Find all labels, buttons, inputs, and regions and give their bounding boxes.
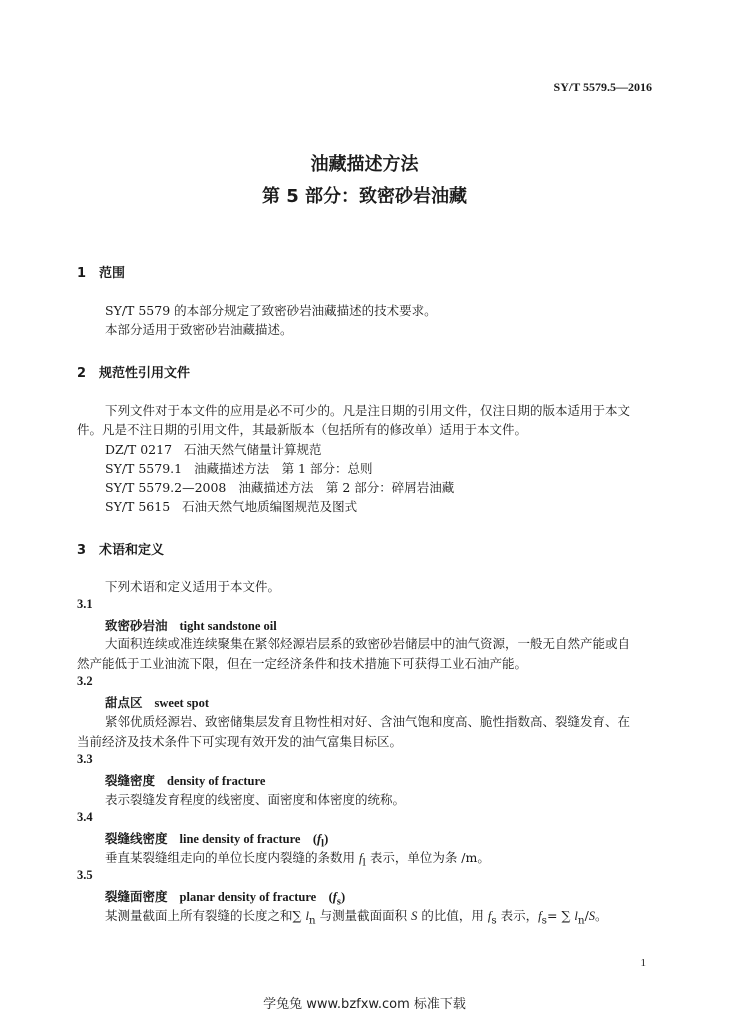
standard-number: SY/T 5579.5—2016 xyxy=(553,80,652,94)
term-heading xyxy=(105,829,328,850)
term-zh: 致密砂岩油 xyxy=(105,618,168,633)
term-symbol: $(f_s)$ xyxy=(328,890,346,908)
term-number: 3.2 xyxy=(77,674,93,688)
term-definition: 当前经济及技术条件下可实现有效开发的油气富集目标区。 xyxy=(77,734,403,749)
term-number: 3.1 xyxy=(77,597,93,611)
reference-name: 石油天然气地质编图规范及图式 xyxy=(182,499,358,514)
reference-item xyxy=(105,478,454,496)
section-title: 术语和定义 xyxy=(99,543,165,558)
term-en: tight sandstone oil xyxy=(179,619,277,633)
term-definition: 紧邻优质烃源岩、致密储集层发育且物性相对好、含油气饱和度高、脆性指数高、裂缝发育、在 xyxy=(105,714,631,729)
paragraph: 件。凡是不注日期的引用文件，其最新版本（包括所有的修改单）适用于本文件。 xyxy=(77,422,528,437)
page-number: 1 xyxy=(640,957,646,969)
term-en: density of fracture xyxy=(167,774,266,788)
term-en: sweet spot xyxy=(154,696,210,710)
section-heading-2 xyxy=(77,362,190,381)
reference-code: SY/T 5615 xyxy=(105,499,171,514)
term-zh: 甜点区 xyxy=(105,695,143,710)
term-zh: 裂缝密度 xyxy=(105,773,156,788)
term-zh: 裂缝面密度 xyxy=(105,889,168,904)
term-symbol: $(f_l)$ xyxy=(312,832,329,850)
footer-watermark: 学兔兔 www.bzfxw.com 标准下载 xyxy=(263,997,466,1012)
paragraph: 下列文件对于本文件的应用是必不可少的。凡是注日期的引用文件，仅注日期的版本适用于本文 xyxy=(105,403,631,418)
term-heading xyxy=(105,771,265,789)
term-number: 3.3 xyxy=(77,752,93,766)
term-en: planar density of fracture xyxy=(179,890,317,904)
section-title: 范围 xyxy=(99,266,126,281)
section-heading-1 xyxy=(77,262,125,281)
term-definition: 某测量截面上所有裂缝的长度之和∑ $l_n$ 与测量截面面积 S 的比值，用 $f_s$ 表示，$f_s=$ ∑ $l_n/S$。 xyxy=(105,908,608,927)
section-heading-3 xyxy=(77,539,164,558)
term-zh: 裂缝线密度 xyxy=(105,831,168,846)
paragraph: 本部分适用于致密砂岩油藏描述。 xyxy=(105,322,293,337)
paragraph: SY/T 5579 的本部分规定了致密砂岩油藏描述的技术要求。 xyxy=(105,303,437,318)
term-definition: 然产能低于工业油流下限，但在一定经济条件和技术措施下可获得工业石油产能。 xyxy=(77,656,528,671)
reference-code: DZ/T 0217 xyxy=(105,442,173,457)
term-heading xyxy=(105,616,277,634)
reference-item xyxy=(105,459,372,477)
term-definition: 大面积连续或准连续聚集在紧邻烃源岩层系的致密砂岩储层中的油气资源，一般无自然产能或自 xyxy=(105,636,631,651)
reference-item xyxy=(105,497,357,515)
reference-code: SY/T 5579.1 xyxy=(105,461,183,476)
reference-item xyxy=(105,440,322,458)
doc-subtitle: 第 5 部分：致密砂岩油藏 xyxy=(261,186,468,207)
term-number: 3.4 xyxy=(77,810,93,824)
section-title: 规范性引用文件 xyxy=(99,366,191,381)
term-number: 3.5 xyxy=(77,868,93,882)
section-number: 1 xyxy=(77,266,87,281)
term-heading xyxy=(105,887,345,908)
term-definition: 表示裂缝发育程度的线密度、面密度和体密度的统称。 xyxy=(105,792,406,807)
paragraph: 下列术语和定义适用于本文件。 xyxy=(105,579,281,594)
reference-code: SY/T 5579.2—2008 xyxy=(105,480,227,495)
section-number: 3 xyxy=(77,543,87,558)
reference-name: 油藏描述方法 第 1 部分：总则 xyxy=(194,461,373,476)
term-heading xyxy=(105,693,209,711)
section-number: 2 xyxy=(77,366,87,381)
reference-name: 油藏描述方法 第 2 部分：碎屑岩油藏 xyxy=(238,480,455,495)
term-en: line density of fracture xyxy=(179,832,301,846)
reference-name: 石油天然气储量计算规范 xyxy=(184,442,322,457)
doc-title: 油藏描述方法 xyxy=(310,154,419,175)
term-definition: 垂直某裂缝组走向的单位长度内裂缝的条数用 $f_l$ 表示，单位为条 /m。 xyxy=(105,850,490,869)
